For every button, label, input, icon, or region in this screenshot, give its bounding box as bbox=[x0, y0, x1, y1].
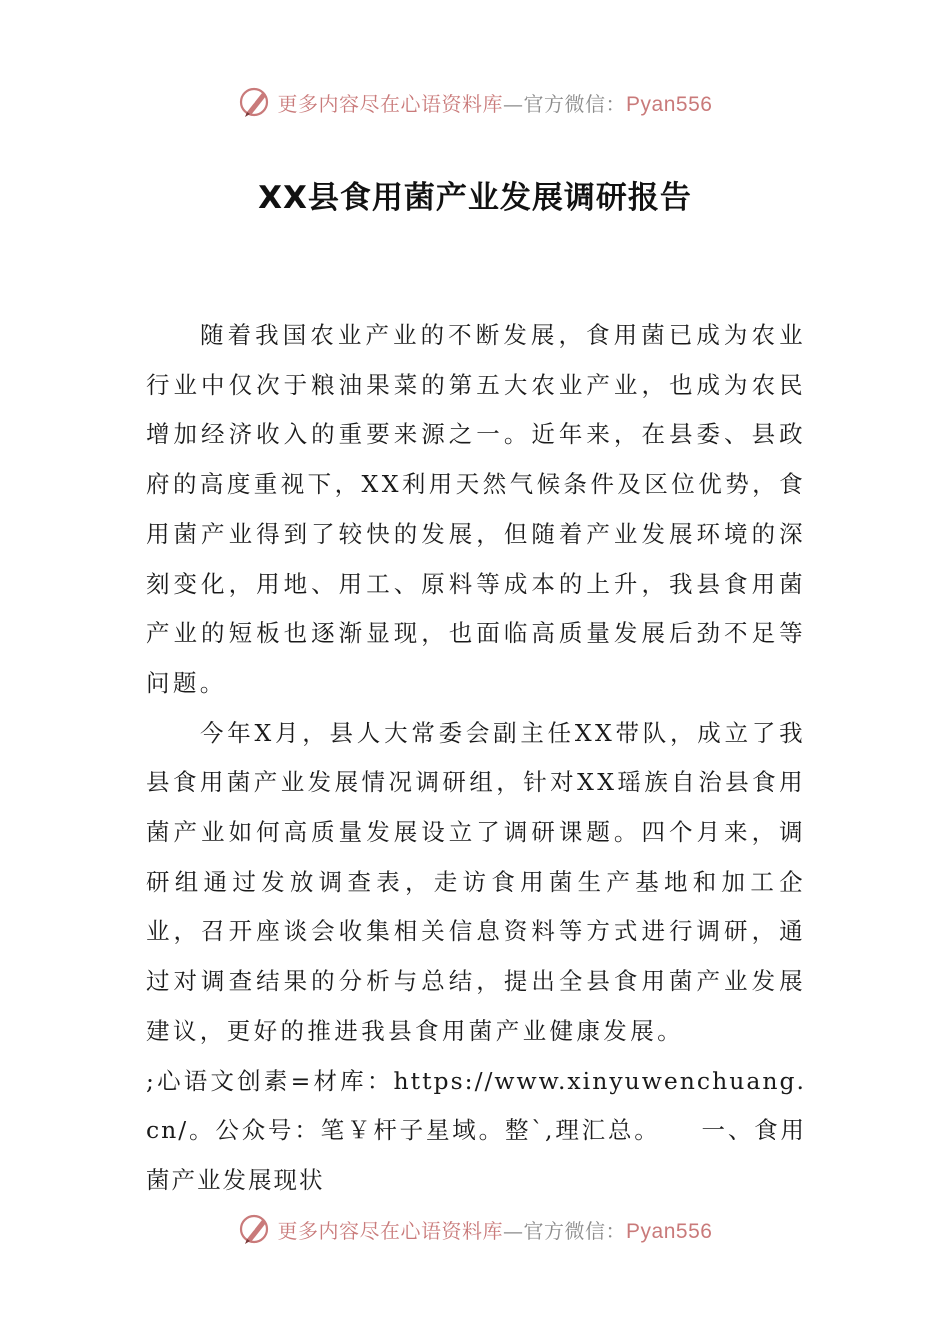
paragraph-3: ;心语文创素=材库：https://www.xinyuwenchuang.cn/。公众号：笔￥杆子星域。整`,理汇总。 一、食用菌产业发展现状 bbox=[146, 1066, 806, 1194]
header-banner bbox=[0, 82, 950, 122]
document-title: XX县食用菌产业发展调研报告 bbox=[258, 180, 692, 216]
paragraph-2: 今年X月，县人大常委会副主任XX带队，成立了我县食用菌产业发展情况调研组，针对XX瑶族自治县食用菌产业如何高质量发展设立了调研课题。四个月来，调研组通过发放调查表，走访食用菌生产基地和加工企业，召开座谈会收集相关信息资料等方式进行调研，通过对调查结果的分析与总结，提出全县食用菌产业发展建议，更好的推进我县食用菌产业健康发展。 bbox=[146, 718, 806, 1045]
banner-sub-text: —官方微信： bbox=[503, 91, 627, 116]
banner-wechat-id: Pyan556 bbox=[626, 92, 713, 116]
document-body bbox=[146, 311, 806, 1206]
pen-logo-icon bbox=[238, 1212, 272, 1246]
footer-banner bbox=[0, 1209, 950, 1249]
banner-main-text: 更多内容尽在心语资料库 bbox=[277, 1218, 504, 1243]
banner-text bbox=[278, 88, 713, 117]
banner-main-text: 更多内容尽在心语资料库 bbox=[277, 91, 504, 116]
pen-logo-icon bbox=[238, 85, 272, 119]
banner-sub-text: —官方微信： bbox=[503, 1218, 627, 1243]
banner-wechat-id: Pyan556 bbox=[626, 1219, 713, 1243]
banner-text bbox=[278, 1215, 713, 1244]
paragraph-1: 随着我国农业产业的不断发展，食用菌已成为农业行业中仅次于粮油果菜的第五大农业产业，也成为农民增加经济收入的重要来源之一。近年来，在县委、县政府的高度重视下，XX利用天然气候条件及区位优势，食用菌产业得到了较快的发展，但随着产业发展环境的深刻变化，用地、用工、原料等成本的上升，我县食用菌产业的短板也逐渐显现，也面临高质量发展后劲不足等问题。 bbox=[146, 321, 806, 697]
